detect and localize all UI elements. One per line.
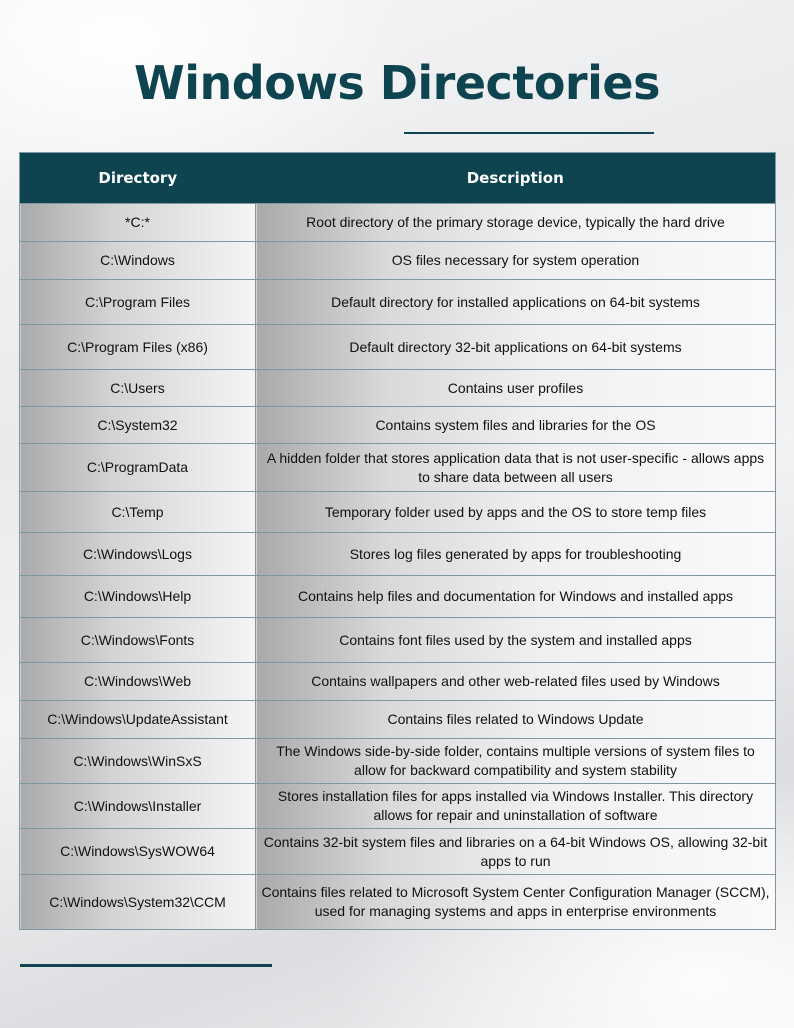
directories-table [19, 152, 776, 930]
directory-cell: C:\Temp [20, 492, 256, 533]
description-cell: Contains files related to Windows Update [256, 701, 776, 739]
directory-cell: C:\Windows\Installer [20, 784, 256, 829]
description-cell: Contains files related to Microsoft System Center Configuration Manager (SCCM), used for managing systems and apps in enterprise environments [256, 875, 776, 930]
table-row [20, 784, 776, 829]
directory-cell: C:\Windows\UpdateAssistant [20, 701, 256, 739]
table-row [20, 739, 776, 784]
description-cell: Contains font files used by the system and installed apps [256, 618, 776, 663]
directory-cell: C:\Windows\Help [20, 576, 256, 618]
directory-cell: *C:* [20, 204, 256, 242]
directory-cell: C:\Windows [20, 242, 256, 280]
table-row [20, 875, 776, 930]
table-row [20, 444, 776, 492]
footer-divider [20, 964, 272, 967]
description-cell: A hidden folder that stores application data that is not user-specific - allows apps to share data between all users [256, 444, 776, 492]
description-cell: Contains user profiles [256, 370, 776, 407]
description-cell: The Windows side-by-side folder, contains multiple versions of system files to allow for backward compatibility and system stability [256, 739, 776, 784]
description-cell: Contains wallpapers and other web-related files used by Windows [256, 663, 776, 701]
description-cell: Default directory 32-bit applications on 64-bit systems [256, 325, 776, 370]
directory-cell: C:\Windows\WinSxS [20, 739, 256, 784]
description-cell: Contains 32-bit system files and libraries on a 64-bit Windows OS, allowing 32-bit apps to run [256, 829, 776, 875]
description-cell: Root directory of the primary storage device, typically the hard drive [256, 204, 776, 242]
directory-cell: C:\System32 [20, 407, 256, 444]
table-row [20, 618, 776, 663]
directory-cell: C:\Windows\System32\CCM [20, 875, 256, 930]
column-header-directory: Directory [20, 153, 256, 204]
table-row [20, 492, 776, 533]
directory-cell: C:\Windows\SysWOW64 [20, 829, 256, 875]
table-row [20, 325, 776, 370]
directory-cell: C:\Windows\Logs [20, 533, 256, 576]
description-cell: Contains system files and libraries for the OS [256, 407, 776, 444]
table-header-row [20, 153, 776, 204]
table-row [20, 533, 776, 576]
directory-cell: C:\Windows\Web [20, 663, 256, 701]
table-row [20, 701, 776, 739]
table-row [20, 407, 776, 444]
description-cell: Stores installation files for apps installed via Windows Installer. This directory allows for repair and uninstallation of software [256, 784, 776, 829]
table-row [20, 204, 776, 242]
directory-cell: C:\ProgramData [20, 444, 256, 492]
description-cell: OS files necessary for system operation [256, 242, 776, 280]
directory-cell: C:\Users [20, 370, 256, 407]
description-cell: Stores log files generated by apps for troubleshooting [256, 533, 776, 576]
directory-cell: C:\Program Files (x86) [20, 325, 256, 370]
description-cell: Default directory for installed applications on 64-bit systems [256, 280, 776, 325]
column-header-description: Description [256, 153, 776, 204]
table-row [20, 829, 776, 875]
description-cell: Contains help files and documentation for Windows and installed apps [256, 576, 776, 618]
table-row [20, 370, 776, 407]
table-row [20, 663, 776, 701]
table-row [20, 576, 776, 618]
title-underline [404, 132, 654, 134]
table-row [20, 242, 776, 280]
page-title: Windows Directories [134, 56, 660, 110]
directory-cell: C:\Program Files [20, 280, 256, 325]
table-row [20, 280, 776, 325]
description-cell: Temporary folder used by apps and the OS to store temp files [256, 492, 776, 533]
directory-cell: C:\Windows\Fonts [20, 618, 256, 663]
